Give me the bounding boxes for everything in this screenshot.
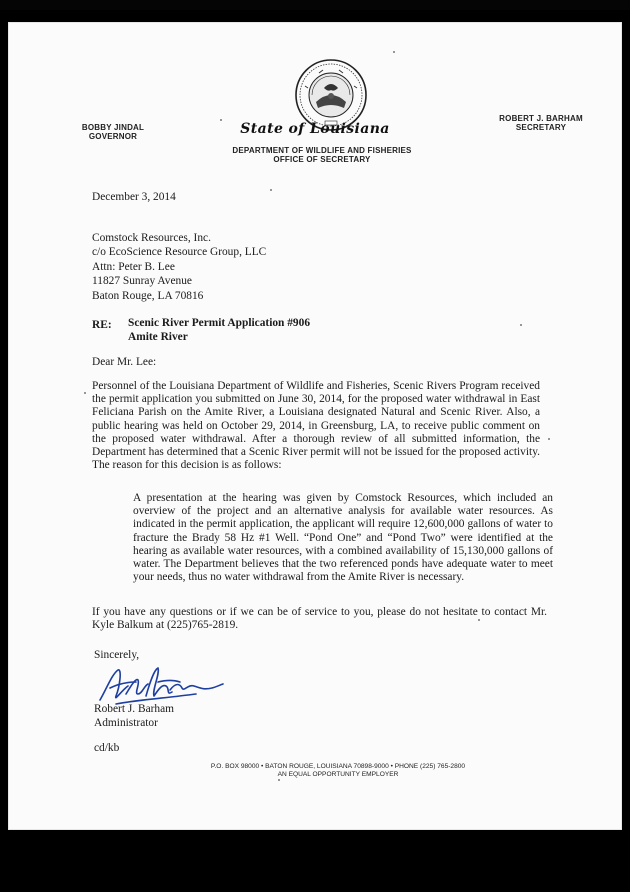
re-subject-line: Amite River xyxy=(128,331,188,343)
typist-initials: cd/kb xyxy=(94,742,120,754)
scan-speck xyxy=(478,619,480,621)
signer-name: Robert J. Barham xyxy=(94,703,175,715)
top-black-bar xyxy=(0,0,630,10)
salutation: Dear Mr. Lee: xyxy=(92,356,157,368)
governor-title: GOVERNOR xyxy=(88,132,138,141)
scan-speck xyxy=(520,324,522,326)
secretary-name: ROBERT J. BARHAM xyxy=(499,114,583,123)
letter-page xyxy=(8,22,622,830)
recipient-address xyxy=(92,231,266,303)
governor-block xyxy=(78,123,148,141)
footer xyxy=(168,763,508,779)
scan-speck xyxy=(548,438,550,440)
secretary-title: SECRETARY xyxy=(515,123,567,132)
scan-speck xyxy=(84,392,86,394)
address-line: c/o EcoScience Resource Group, LLC xyxy=(92,246,267,259)
closing: Sincerely, xyxy=(94,649,140,661)
address-line: 11827 Sunray Avenue xyxy=(92,275,192,288)
footer-employer: AN EQUAL OPPORTUNITY EMPLOYER xyxy=(277,771,399,778)
governor-name: BOBBY JINDAL xyxy=(81,123,145,132)
department-block xyxy=(230,146,414,164)
address-line: Comstock Resources, Inc. xyxy=(92,232,211,244)
body-paragraph-3: If you have any questions or if we can be of service to you, please do not hesitate to contact Mr. Kyle Balkum at (225)765-2819. xyxy=(92,606,547,632)
bottom-black-bar xyxy=(0,832,630,892)
secretary-block xyxy=(496,114,586,132)
signer-title: Administrator xyxy=(94,717,158,729)
scan-speck xyxy=(220,119,222,121)
address-line: Attn: Peter B. Lee xyxy=(92,260,175,273)
footer-address: P.O. BOX 98000 • BATON ROUGE, LOUISIANA 70898-9000 • PHONE (225) 765-2800 xyxy=(210,763,466,770)
department-name: DEPARTMENT OF WILDLIFE AND FISHERIES xyxy=(232,146,412,155)
re-subject-line: Scenic River Permit Application #906 xyxy=(128,317,311,329)
scan-speck xyxy=(270,189,272,191)
body-paragraph-1: Personnel of the Louisiana Department of Wildlife and Fisheries, Scenic Rivers Program received the permit application you submitted on June 30, 2014, for the proposed water withdrawal in East Feliciana Parish on the Amite River, a Louisiana designated Natural and Scenic River. Also, a public hearing was held on October 29, 2014, in Greensburg, LA, to receive public comment on the proposed water withdrawal. After a thorough review of all submitted information, the Department has determined that a Scenic River permit will not be issued for the proposed activity. The reason for this decision is as follows: xyxy=(92,380,540,472)
body-paragraph-2: A presentation at the hearing was given by Comstock Resources, which included an overview of the project and an alternative analysis for available water resources. As indicated in the permit application, the applicant will require 12,600,000 gallons of water to fracture the Brady 58 Hz #1 Well. “Pond One” and “Pond Two” were identified at the hearing as available water resources, with a combined availability of 15,130,000 gallons of water. The Department believes that the two referenced ponds have adequate water to meet your needs, thus no water withdrawal from the Amite River is necessary. xyxy=(133,492,553,584)
scan-speck xyxy=(393,51,395,53)
scan-speck xyxy=(278,779,280,781)
re-subject xyxy=(128,316,310,344)
re-label: RE: xyxy=(92,319,112,331)
address-line: Baton Rouge, LA 70816 xyxy=(92,289,204,302)
state-title: State of Louisiana xyxy=(240,121,390,137)
office-name: OFFICE OF SECRETARY xyxy=(273,155,371,164)
signer-block xyxy=(94,702,174,730)
letter-date: December 3, 2014 xyxy=(92,191,176,203)
